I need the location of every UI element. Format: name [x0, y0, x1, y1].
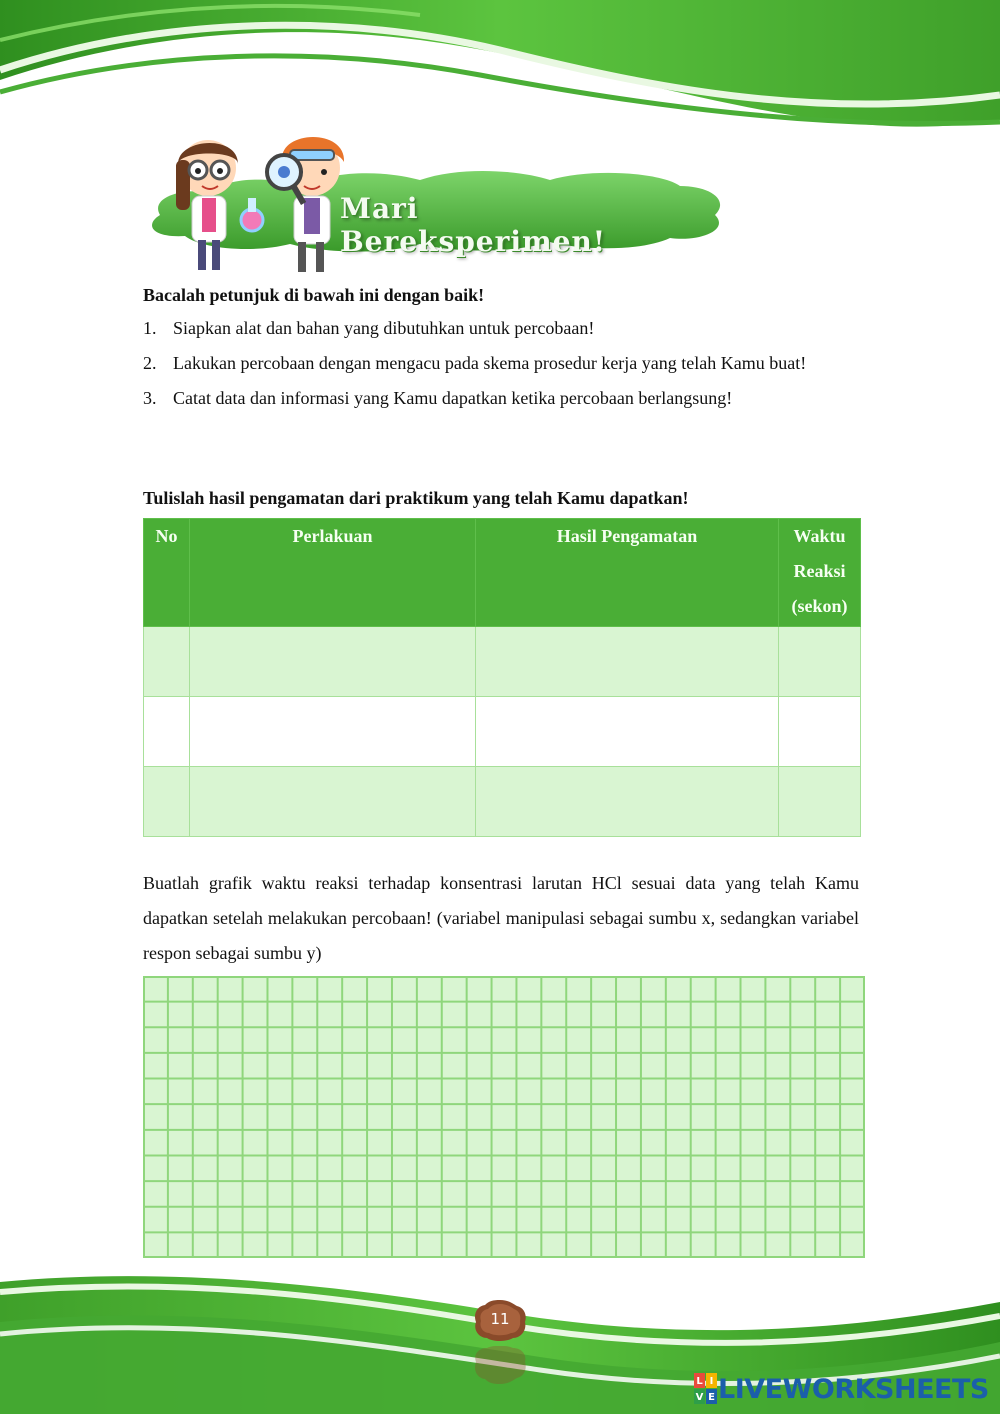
badge-letter: V: [695, 1392, 704, 1403]
list-item-text: Siapkan alat dan bahan yang dibutuhkan untuk percobaan!: [173, 318, 595, 338]
list-item-number: 3.: [143, 388, 157, 408]
cell-hasil-pengamatan[interactable]: [476, 627, 779, 697]
cell-perlakuan[interactable]: [190, 627, 476, 697]
table-row: [144, 767, 861, 837]
observation-heading: Tulislah hasil pengamatan dari praktikum yang telah Kamu dapatkan!: [143, 488, 689, 508]
column-header-waktu-reaksi: Waktu Reaksi (sekon): [779, 519, 861, 627]
badge-letter: E: [708, 1392, 715, 1403]
graph-background: [143, 976, 865, 1258]
list-item-number: 2.: [143, 353, 157, 373]
cell-perlakuan[interactable]: [190, 697, 476, 767]
badge-letter: L: [696, 1376, 703, 1387]
table-row: [144, 697, 861, 767]
column-header-hasil-pengamatan: Hasil Pengamatan: [476, 519, 779, 627]
cell-hasil-pengamatan[interactable]: [476, 697, 779, 767]
instructions-list: [143, 311, 859, 416]
list-item-text: Lakukan percobaan dengan mengacu pada skema prosedur kerja yang telah Kamu buat!: [173, 353, 807, 373]
list-item-number: 1.: [143, 318, 157, 338]
banner-title: Mari Bereksperimen!: [340, 192, 607, 258]
cell-waktu-reaksi[interactable]: [779, 767, 861, 837]
badge-letter: I: [709, 1376, 714, 1387]
page-number-badge: [473, 1298, 527, 1342]
liveworksheets-wordmark: LIVEWORKSHEETS: [718, 1373, 989, 1405]
cell-no[interactable]: [144, 627, 190, 697]
cell-no[interactable]: [144, 767, 190, 837]
girl-scientist-illustration: [176, 140, 263, 270]
list-item-text: Catat data dan informasi yang Kamu dapatkan ketika percobaan berlangsung!: [173, 388, 733, 408]
graph-instruction: Buatlah grafik waktu reaksi terhadap konsentrasi larutan HCl sesuai data yang telah Kamu dapatkan setelah melakukan percobaan! (variabel manipulasi sebagai sumbu x, sedangkan variabel respon sebagai sumbu y): [143, 873, 859, 963]
graph-grid[interactable]: [143, 976, 865, 1258]
list-item: [143, 346, 859, 381]
table-header-row: [144, 519, 861, 627]
cell-no[interactable]: [144, 697, 190, 767]
cell-hasil-pengamatan[interactable]: [476, 767, 779, 837]
instructions-heading: Bacalah petunjuk di bawah ini dengan baik!: [143, 285, 485, 305]
observation-table: [143, 518, 861, 837]
page-number: 11: [490, 1310, 510, 1328]
column-header-no: No: [144, 519, 190, 627]
liveworksheets-logo: [694, 1372, 989, 1406]
cell-waktu-reaksi[interactable]: [779, 697, 861, 767]
list-item: [143, 311, 859, 346]
list-item: [143, 381, 859, 416]
table-row: [144, 627, 861, 697]
column-header-perlakuan: Perlakuan: [190, 519, 476, 627]
page-number-reflection-icon: [473, 1346, 527, 1386]
cell-waktu-reaksi[interactable]: [779, 627, 861, 697]
cell-perlakuan[interactable]: [190, 767, 476, 837]
live-badge-icon: [694, 1373, 718, 1405]
